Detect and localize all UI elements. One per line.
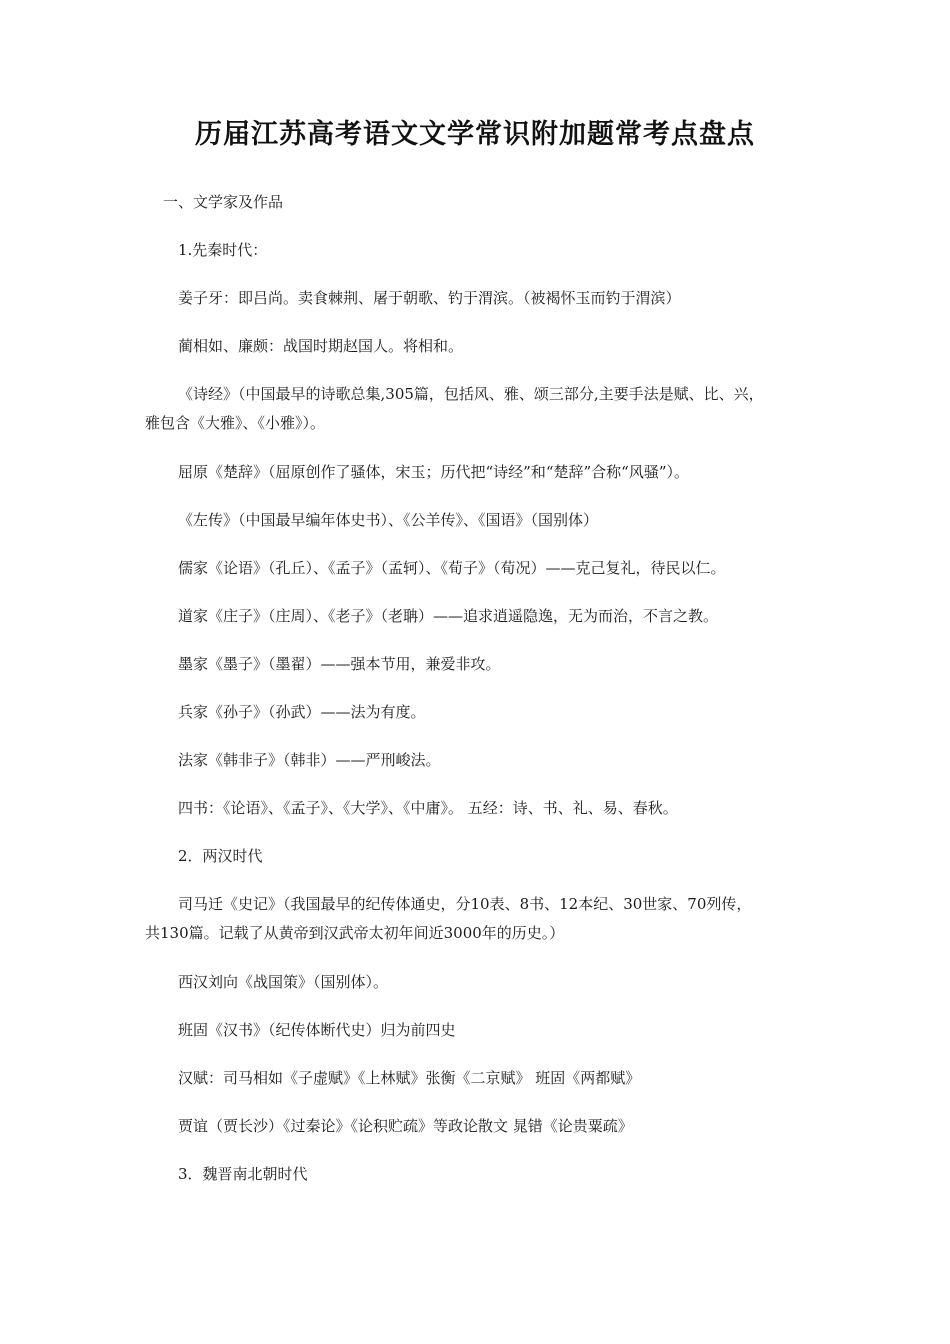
paragraph-zuozhuan: 《左传》（中国最早编年体史书）、《公羊传》、《国语》（国别体）	[178, 511, 599, 529]
paragraph-qu-yuan: 屈原《楚辞》（屈原创作了骚体，宋玉；历代把“诗经”和“楚辞”合称“风骚”）。	[178, 463, 690, 481]
paragraph-four-books-five-classics: 四书：《论语》、《孟子》、《大学》、《中庸》。 五经：诗、书、礼、易、春秋。	[178, 799, 678, 817]
paragraph-mohism: 墨家《墨子》（墨翟）——强本节用，兼爱非攻。	[178, 655, 501, 673]
paragraph-shiji-line-1: 司马迁《史记》（我国最早的纪传体通史，分10表、8书、12本纪、30世家、70列传，	[178, 895, 752, 913]
paragraph-lin-xiangru: 蔺相如、廉颇：战国时期赵国人。将相和。	[178, 337, 464, 355]
paragraph-military: 兵家《孙子》（孙武）——法为有度。	[178, 703, 426, 721]
paragraph-hanshu: 班固《汉书》（纪传体断代史）归为前四史	[178, 1021, 456, 1039]
paragraph-confucianism: 儒家《论语》（孔丘）、《孟子》（孟轲）、《荀子》（荀况）——克己复礼，待民以仁。	[178, 559, 726, 577]
paragraph-legalism: 法家《韩非子》（韩非）——严刑峻法。	[178, 751, 441, 769]
section-heading-writers-and-works: 一、文学家及作品	[163, 193, 284, 211]
subheading-wei-jin: 3．魏晋南北朝时代	[178, 1165, 308, 1183]
paragraph-shijing-line-1: 《诗经》（中国最早的诗歌总集,305篇，包括风、雅、颂三部分,主要手法是赋、比、兴，	[178, 385, 764, 403]
paragraph-jia-yi: 贾谊（贾长沙）《过秦论》《论积贮疏》等政论散文 晁错《论贵粟疏》	[178, 1117, 633, 1135]
paragraph-han-fu: 汉赋：司马相如《子虚赋》《上林赋》张衡《二京赋》 班固《两都赋》	[178, 1069, 641, 1087]
paragraph-shijing-line-2: 雅包含《大雅》、《小雅》）。	[145, 414, 326, 432]
subheading-pre-qin: 1.先秦时代：	[178, 241, 268, 259]
paragraph-shiji-line-2: 共130篇。记载了从黄帝到汉武帝太初年间近3000年的历史。）	[145, 924, 565, 942]
subheading-han-dynasty: 2．两汉时代	[178, 847, 263, 865]
paragraph-zhanguoce: 西汉刘向《战国策》（国别体）。	[178, 973, 389, 991]
paragraph-taoism: 道家《庄子》（庄周）、《老子》（老聃）——追求逍遥隐逸，无为而治，不言之教。	[178, 607, 719, 625]
paragraph-jiang-ziya: 姜子牙：即吕尚。卖食棘荆、屠于朝歌、钓于渭滨。（被褐怀玉而钓于渭滨）	[178, 289, 681, 307]
document-title: 历届江苏高考语文文学常识附加题常考点盘点	[195, 119, 755, 150]
